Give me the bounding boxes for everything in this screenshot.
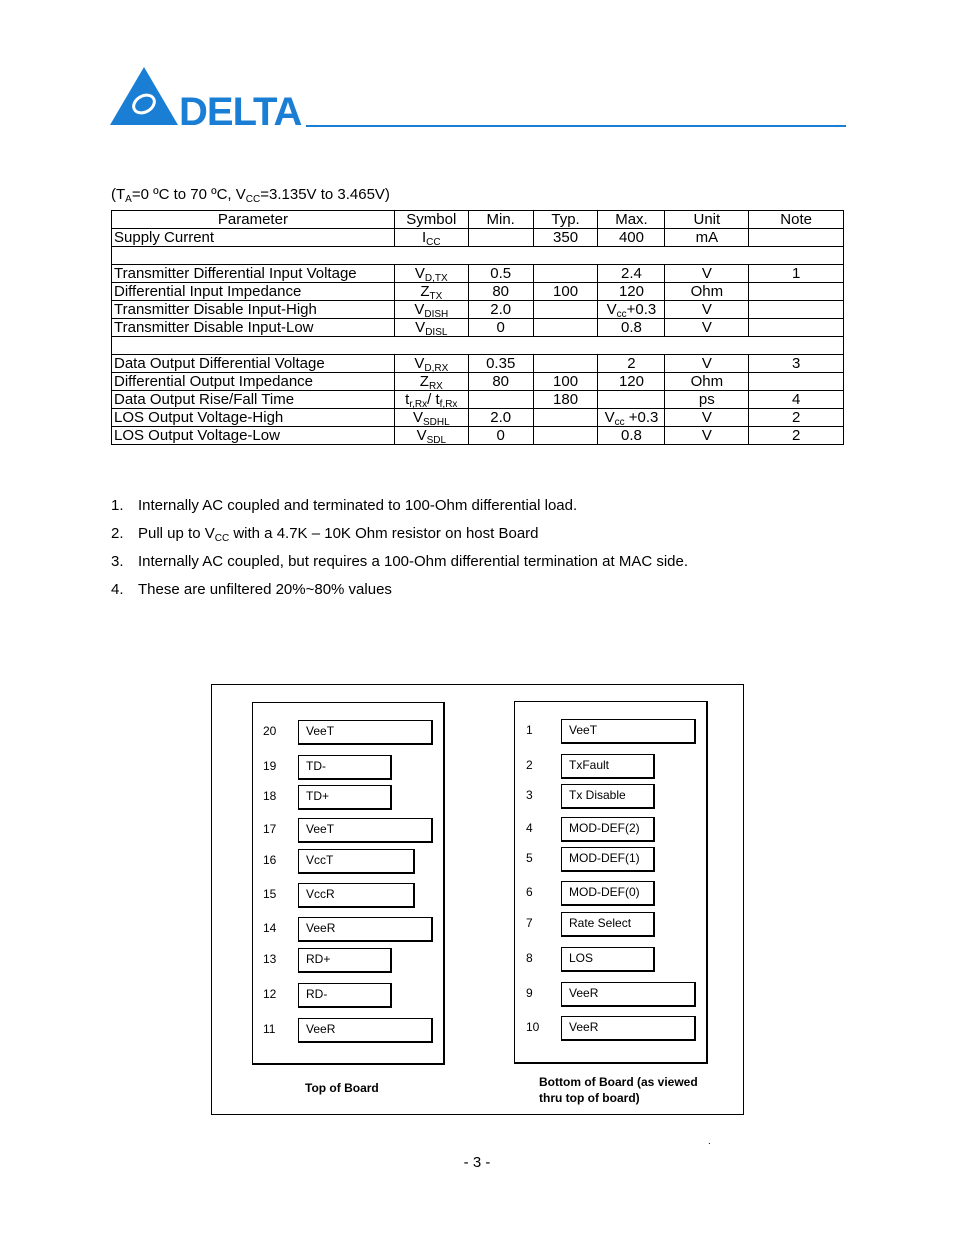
parameter-cell: Transmitter Disable Input-High	[112, 301, 395, 319]
pin-label-box: VeeR	[561, 1016, 696, 1041]
pin-label-box: TxFault	[561, 754, 655, 779]
notes-list	[111, 497, 688, 609]
pin-number: 11	[263, 1022, 276, 1036]
spacer-row	[112, 247, 844, 265]
unit-cell: V	[665, 301, 749, 319]
pin-label-box: VeeT	[298, 720, 433, 745]
max-cell	[598, 391, 665, 409]
max-cell: 400	[598, 229, 665, 247]
min-cell: 2.0	[468, 409, 533, 427]
unit-cell: V	[665, 409, 749, 427]
min-cell	[468, 391, 533, 409]
max-cell: 0.8	[598, 319, 665, 337]
delta-logo	[110, 66, 310, 128]
typ-cell: 180	[533, 391, 598, 409]
column-header: Max.	[598, 211, 665, 229]
parameter-cell: Data Output Rise/Fall Time	[112, 391, 395, 409]
note-item: 2. Pull up to $V_{CC}$ with a 4.7K – 10K Ohm resistor on host Board	[111, 525, 539, 544]
pin-number: 12	[263, 987, 277, 1001]
pin-label-box: VccT	[298, 849, 415, 874]
parameter-cell: Transmitter Disable Input-Low	[112, 319, 395, 337]
note-item: 1. Internally AC coupled and terminated to 100-Ohm differential load.	[111, 497, 578, 514]
pin-label-box: Rate Select	[561, 912, 655, 937]
parameter-cell: Transmitter Differential Input Voltage	[112, 265, 395, 283]
unit-cell: ps	[665, 391, 749, 409]
parameter-cell: Differential Output Impedance	[112, 373, 395, 391]
column-header: Note	[749, 211, 844, 229]
pin-number: 7	[526, 916, 533, 930]
parameter-cell: Data Output Differential Voltage	[112, 355, 395, 373]
pin-number: 5	[526, 851, 533, 865]
column-header: Typ.	[533, 211, 598, 229]
min-cell	[468, 229, 533, 247]
max-cell: 2	[598, 355, 665, 373]
pin-number: 14	[263, 921, 277, 935]
pin-number: 1	[526, 723, 533, 737]
note-cell	[749, 229, 844, 247]
note-cell: 2	[749, 427, 844, 445]
pin-label-box: Tx Disable	[561, 784, 655, 809]
table-row	[112, 265, 844, 283]
typ-cell	[533, 355, 598, 373]
table-row	[112, 427, 844, 445]
typ-cell	[533, 319, 598, 337]
symbol-cell: $V_{DISH}$	[394, 301, 468, 319]
page-number: - 3 -	[463, 1154, 491, 1171]
note-item: 3. Internally AC coupled, but requires a 100-Ohm differential termination at MAC side.	[111, 553, 689, 570]
min-cell: 0	[468, 319, 533, 337]
table-row	[112, 409, 844, 427]
unit-cell: V	[665, 319, 749, 337]
symbol-cell: $Z_{RX}$	[394, 373, 468, 391]
footer-dot: .	[708, 1136, 711, 1147]
pin-label-box: TD+	[298, 785, 392, 810]
parameter-cell: LOS Output Voltage-Low	[112, 427, 395, 445]
min-cell: 80	[468, 373, 533, 391]
max-cell: $V_{cc}+0.3$	[598, 301, 665, 319]
table-row	[112, 391, 844, 409]
table-row	[112, 283, 844, 301]
pin-label-box: MOD-DEF(2)	[561, 817, 655, 842]
spacer-row	[112, 337, 844, 355]
symbol-cell: $V_{SDHL}$	[394, 409, 468, 427]
pin-number: 8	[526, 951, 533, 965]
symbol-cell: $t_{r,Rx}/$ $t_{f,Rx}$	[394, 391, 468, 409]
unit-cell: V	[665, 355, 749, 373]
pin-number: 10	[526, 1020, 540, 1034]
pin-number: 6	[526, 885, 533, 899]
typ-cell	[533, 427, 598, 445]
max-cell: $V_{cc} +0.3$	[598, 409, 665, 427]
logo-wordmark: DELTA	[179, 90, 302, 128]
unit-cell: V	[665, 265, 749, 283]
note-cell: 1	[749, 265, 844, 283]
pin-number: 3	[526, 788, 533, 802]
pin-number: 4	[526, 821, 533, 835]
pin-label-box: TD-	[298, 755, 392, 780]
symbol-cell: $V_{D,RX}$	[394, 355, 468, 373]
typ-cell: 100	[533, 373, 598, 391]
symbol-cell: $I_{CC}$	[394, 229, 468, 247]
symbol-cell: $Z_{TX}$	[394, 283, 468, 301]
pin-label-box: VeeT	[561, 719, 696, 744]
pin-label-box: LOS	[561, 947, 655, 972]
pin-number: 9	[526, 986, 533, 1000]
pin-label-box: VeeR	[561, 982, 696, 1007]
max-cell: 0.8	[598, 427, 665, 445]
symbol-cell: $V_{DISL}$	[394, 319, 468, 337]
symbol-cell: $V_{D,TX}$	[394, 265, 468, 283]
min-cell: 0.35	[468, 355, 533, 373]
note-cell	[749, 373, 844, 391]
column-header: Parameter	[112, 211, 395, 229]
column-header: Symbol	[394, 211, 468, 229]
max-cell: 120	[598, 373, 665, 391]
symbol-cell: $V_{SDL}$	[394, 427, 468, 445]
parameter-cell: LOS Output Voltage-High	[112, 409, 395, 427]
note-cell: 4	[749, 391, 844, 409]
typ-cell	[533, 301, 598, 319]
pin-label-box: MOD-DEF(0)	[561, 881, 655, 906]
typ-cell: 100	[533, 283, 598, 301]
min-cell: 80	[468, 283, 533, 301]
table-header-row	[112, 211, 844, 229]
pin-number: 2	[526, 758, 533, 772]
column-header: Min.	[468, 211, 533, 229]
pin-label-box: VeeT	[298, 818, 433, 843]
note-cell: 3	[749, 355, 844, 373]
unit-cell: Ohm	[665, 283, 749, 301]
note-cell	[749, 283, 844, 301]
table-row	[112, 319, 844, 337]
min-cell: 2.0	[468, 301, 533, 319]
unit-cell: mA	[665, 229, 749, 247]
parameter-cell: Differential Input Impedance	[112, 283, 395, 301]
bottom-board-caption: Bottom of Board (as viewed thru top of board)	[539, 1075, 698, 1105]
pin-number: 15	[263, 887, 277, 901]
pin-number: 19	[263, 759, 277, 773]
pin-number: 17	[263, 822, 277, 836]
min-cell: 0.5	[468, 265, 533, 283]
typ-cell	[533, 265, 598, 283]
min-cell: 0	[468, 427, 533, 445]
pin-label-box: RD+	[298, 948, 392, 973]
note-cell	[749, 319, 844, 337]
pin-number: 16	[263, 853, 277, 867]
unit-cell: Ohm	[665, 373, 749, 391]
top-board-caption: Top of Board	[305, 1081, 379, 1095]
parameter-cell: Supply Current	[112, 229, 395, 247]
pin-number: 13	[263, 952, 277, 966]
column-header: Unit	[665, 211, 749, 229]
pin-label-box: VeeR	[298, 1018, 433, 1043]
table-row	[112, 301, 844, 319]
table-row	[112, 355, 844, 373]
operating-conditions: ($T_A=0$ ºC to 70 ºC, $V_{CC}=3.135V$ to 3.465V)	[111, 186, 390, 205]
pin-label-box: RD-	[298, 983, 392, 1008]
note-cell: 2	[749, 409, 844, 427]
table-row	[112, 373, 844, 391]
pin-number: 20	[263, 724, 277, 738]
typ-cell	[533, 409, 598, 427]
note-cell	[749, 301, 844, 319]
max-cell: 120	[598, 283, 665, 301]
pinout-diagram	[211, 684, 744, 1115]
typ-cell: 350	[533, 229, 598, 247]
note-item: 4. These are unfiltered 20%~80% values	[111, 581, 392, 598]
header-rule	[306, 125, 846, 127]
table-row	[112, 229, 844, 247]
pin-label-box: VeeR	[298, 917, 433, 942]
electrical-characteristics-table	[111, 210, 844, 445]
pin-number: 18	[263, 789, 277, 803]
pin-label-box: VccR	[298, 883, 415, 908]
pin-label-box: MOD-DEF(1)	[561, 847, 655, 872]
unit-cell: V	[665, 427, 749, 445]
max-cell: 2.4	[598, 265, 665, 283]
